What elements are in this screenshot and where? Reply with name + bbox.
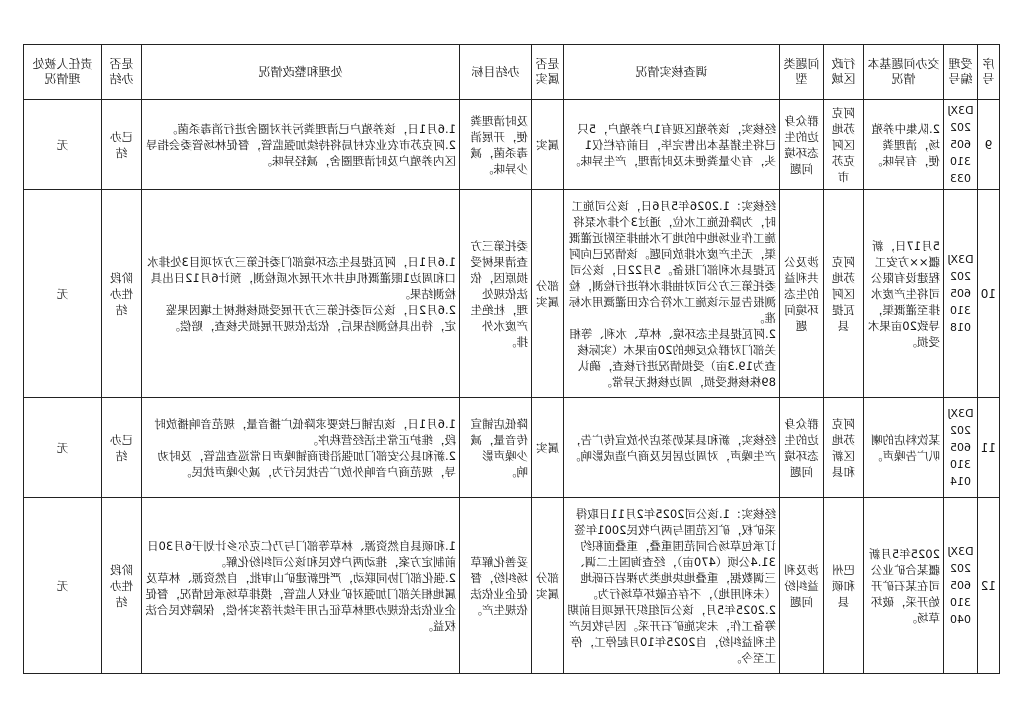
cell-accountability: 无 (24, 498, 102, 674)
cell-is-true: 部分属实 (532, 190, 564, 398)
cell-seq: 12 (978, 498, 1000, 674)
cell-accountability: 无 (24, 190, 102, 398)
cell-investigation: 经核实：1.该公司2025年2月11日取得采矿权，矿区范围与两户牧民2001年签订承包草场合同范围重叠，重叠面积约31.4公顷（470亩），经查询国土二调、三调数据，重叠地块地类为裸岩石砾地（未利用地），不存在破坏草场行为。 2.2025年5月，该公司组织开展项目前期筹备工作，未实施矿石开采。因与牧民产生利益纠纷，自2025年10月起停工，停工至今。 (564, 498, 780, 674)
cell-accountability: 无 (24, 100, 102, 190)
cell-basic: 2025年5月新疆某合矿业公司在某石矿开始开采，破坏草场。 (864, 498, 944, 674)
cell-type: 涉及公共利益的生态环境问题 (780, 190, 824, 398)
table-row (24, 498, 1000, 674)
header-goal: 办结目标 (460, 45, 532, 100)
cell-rectification: 1.6月1日，该店铺已按要求降低广播音量，规范音响播放时段，维护正常生活经营秩序。 2.新和县公安部门加强沿街商铺噪声日常巡查监管，及时劝导，规范商户音响外放广告扰民行为，减少噪声扰民。 (142, 398, 460, 498)
table-row (24, 398, 1000, 498)
cell-investigation: 经核实，该养殖区现有1户养殖户，5只已将生猪基本出售完毕，目前存栏仅1头，有少量粪便未及时清理，产生异味。 (564, 100, 780, 190)
cell-is-true: 部分属实 (532, 498, 564, 674)
cell-type: 群众身边的生态环境问题 (780, 100, 824, 190)
cell-type: 涉及利益纠纷问题 (780, 498, 824, 674)
cell-region: 阿克苏地区新和县 (824, 398, 864, 498)
header-accountability: 责任人被处理情况 (24, 45, 102, 100)
cell-investigation: 经核实：1.2026年5月6日，该公司施工时，为降低施工水位，通过3个排水泵将施工作业场地中的地下水抽排至附近灌溉渠，无生产废水排放问题。该情况已向阿瓦提县水利部门报备。5月22日，该公司委托第三方公司对抽排水样进行检测，检测报告显示该施工水符合农田灌溉用水标准。 2.阿瓦提县生态环境、林草、水利、等相关部门对群众反映的20亩果木（实际核查为19.3亩）受损情况进行核查，确认89株核桃受损，周边核桃无异常。 (564, 190, 780, 398)
cell-code: D3XJ202605310014 (944, 398, 978, 498)
cell-code: D3XJ202605310040 (944, 498, 978, 674)
cell-investigation: 经核实，新和县某奶茶店外放宣传广告，产生噪声，对周边居民及商户造成影响。 (564, 398, 780, 498)
table-row (24, 190, 1000, 398)
cell-is-completed: 阶段性办结 (102, 498, 142, 674)
header-investigation: 调查核实情况 (564, 45, 780, 100)
header-type: 问题类型 (780, 45, 824, 100)
cell-goal: 降低店铺宣传音量，减少噪声影响。 (460, 398, 532, 498)
cell-is-completed: 阶段性办结 (102, 190, 142, 398)
cell-seq: 11 (978, 398, 1000, 498)
mirrored-table-wrapper (24, 44, 1000, 674)
cell-seq: 9 (978, 100, 1000, 190)
cell-is-completed: 已办结 (102, 398, 142, 498)
cell-basic: 2.队集中养殖场，清理粪便，有异味。 (864, 100, 944, 190)
cell-region: 阿克苏地区阿克苏市 (824, 100, 864, 190)
cell-code: D3XJ202605310033 (944, 100, 978, 190)
cell-rectification: 1.6月1日，阿瓦提县生态环境部门委托第三方对项目3处排水口和周边1眼灌溉机电井水开展水质检测，预计6月12日出具检测结果。 2.6月2日，该公司委托第三方开展受损核桃树土壤因果鉴定，待出具检测结果后，依法依规开展损失核查，赔偿。 (142, 190, 460, 398)
cell-seq: 10 (978, 190, 1000, 398)
header-is-true: 是否属实 (532, 45, 564, 100)
cell-goal: 及时清理粪便，开展消毒杀菌，减少异味。 (460, 100, 532, 190)
cell-rectification: 1.6月1日，该养殖户已清理粪污并对圈舍进行消毒杀菌。 2.阿克苏市农业农村局将持续加强监管，督促林场管委会指导区内养殖户及时清理圈舍，减轻异味。 (142, 100, 460, 190)
cell-rectification: 1.和硕县自然资源、林草等部门与乃仁克尔乡计划于6月30日前制定方案，推动两户牧民和该公司纠纷化解。 2.强化部门协同联动，严把新建矿山审批，自然资源、林草及属地相关部门加强对矿业权人监管，摸排草场承包情况，督促企业依法依规办理林草征占用手续并落实补偿，保障牧民合法权益。 (142, 498, 460, 674)
cell-is-completed: 已办结 (102, 100, 142, 190)
cell-basic: 5月17日，新疆××方安工程建设有限公司将生产废水排至灌溉渠，导致20亩果木受损。 (864, 190, 944, 398)
cell-region: 阿克苏地区阿瓦提县 (824, 190, 864, 398)
header-seq: 序号 (978, 45, 1000, 100)
header-rectification: 处理和整改情况 (142, 45, 460, 100)
header-basic: 交办问题基本情况 (864, 45, 944, 100)
table-row (24, 100, 1000, 190)
cell-is-true: 属实 (532, 398, 564, 498)
complaint-handling-table (23, 44, 1000, 674)
cell-region: 巴州和硕县 (824, 498, 864, 674)
cell-accountability: 无 (24, 398, 102, 498)
header-is-completed: 是否办结 (102, 45, 142, 100)
cell-goal: 委托第三方查清果树受损原因，依法依规处理，杜绝生产废水外排。 (460, 190, 532, 398)
cell-goal: 妥善化解草场纠纷，督促企业依法依规生产。 (460, 498, 532, 674)
cell-type: 群众身边的生态环境问题 (780, 398, 824, 498)
cell-basic: 某饮料店的喇叭广告噪声。 (864, 398, 944, 498)
header-code: 受理编号 (944, 45, 978, 100)
cell-code: D3XJ202605310018 (944, 190, 978, 398)
cell-is-true: 属实 (532, 100, 564, 190)
header-region: 行政区域 (824, 45, 864, 100)
table-header-row (24, 45, 1000, 100)
